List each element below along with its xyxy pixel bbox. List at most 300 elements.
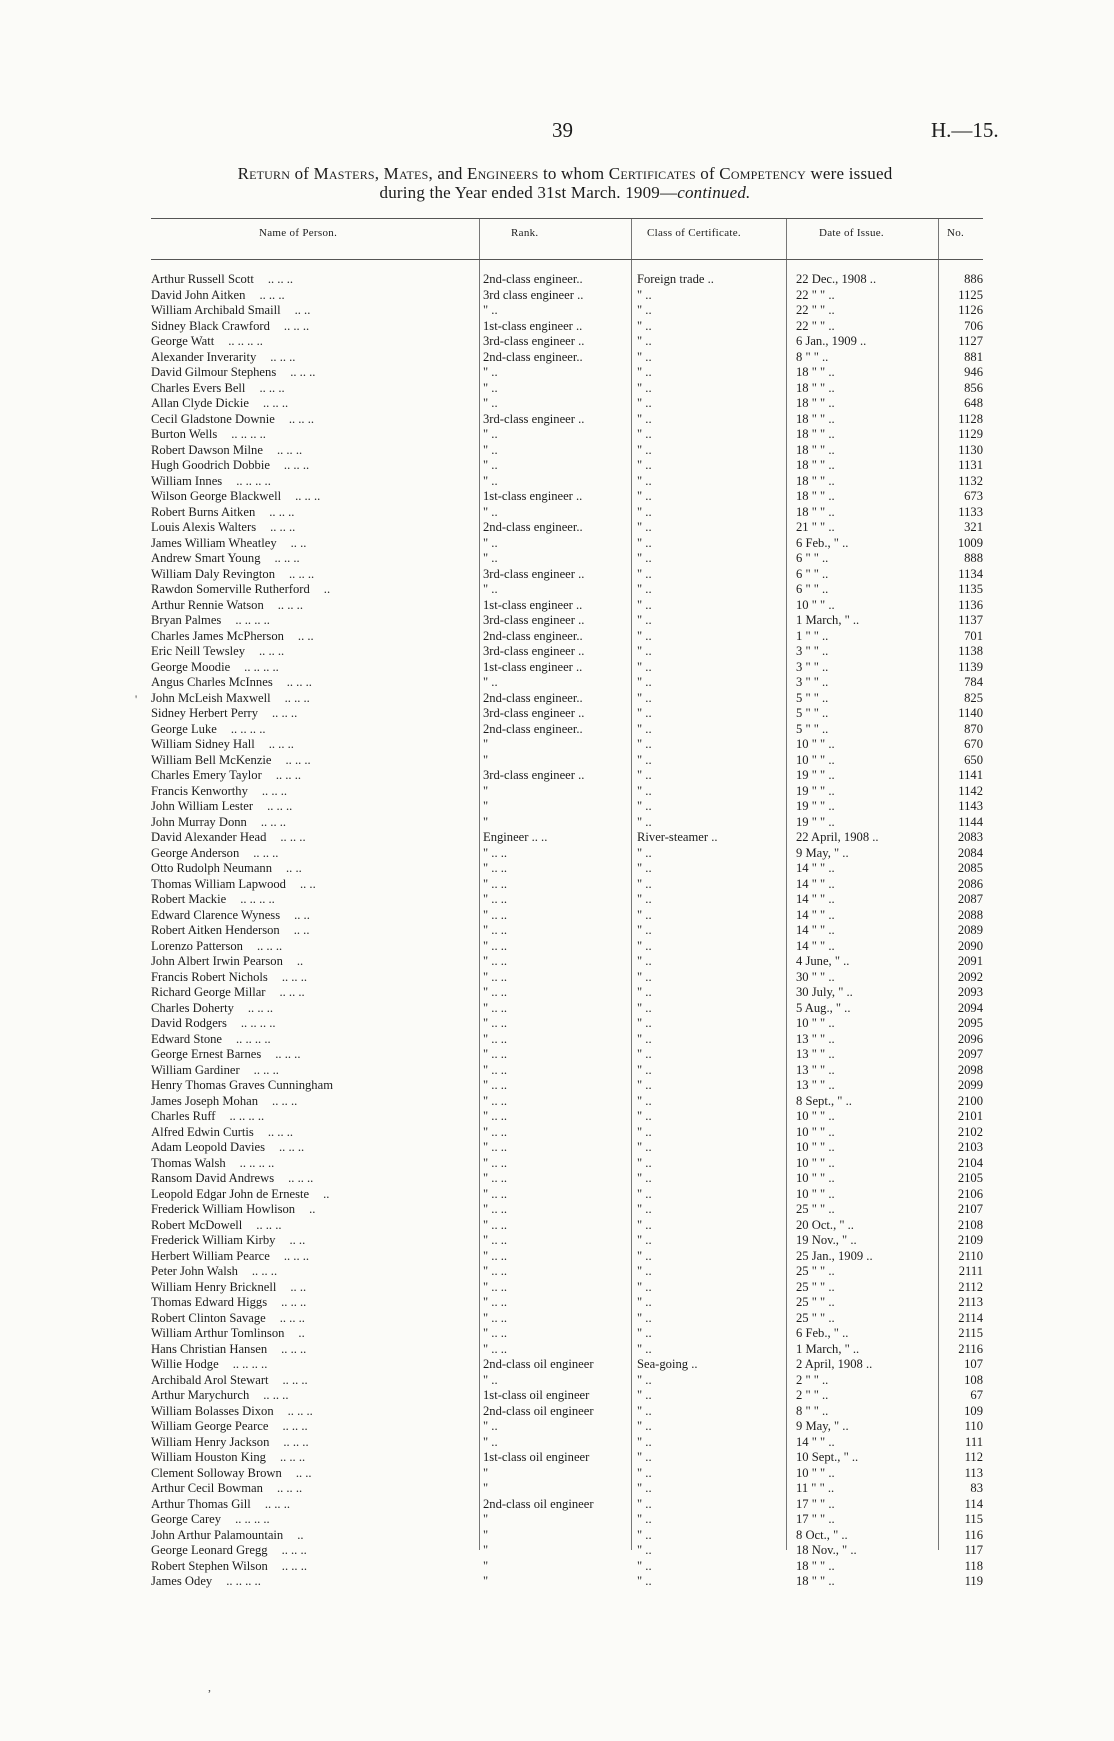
cell-class: " ..: [637, 1403, 652, 1418]
cell-rank: 1st-class engineer ..: [483, 659, 583, 674]
cell-rank: " ..: [483, 1419, 498, 1433]
cell-date: 10 " " ..: [796, 1171, 835, 1185]
table-row: [151, 1249, 983, 1265]
table-row: [151, 1202, 983, 1218]
cell-class: " ..: [637, 675, 652, 689]
cell-date: 19 Nov., " ..: [796, 1233, 857, 1247]
cell-date: 10 " " ..: [796, 1155, 835, 1170]
title-word: Masters, Mates,: [313, 164, 433, 183]
title-line-2: during the Year ended 31st March. 1909—: [379, 183, 678, 202]
cell-name: [151, 799, 471, 815]
table-row: [151, 505, 983, 521]
person-name: William Daly Revington: [151, 566, 276, 581]
cell-rank: " ..: [483, 303, 498, 317]
cell-rank: Engineer .. ..: [483, 830, 548, 844]
person-name: Lorenzo Patterson: [151, 938, 243, 953]
cell-name: [151, 582, 471, 598]
table-row: [151, 830, 983, 846]
cell-date: 1 " " ..: [796, 628, 829, 643]
cell-rank: 3rd-class engineer ..: [483, 334, 585, 348]
leader-dots: .. .. ..: [247, 1000, 274, 1015]
table-row: [151, 644, 983, 660]
leader-dots: .. .. ..: [267, 1124, 294, 1139]
cell-date: 19 " " ..: [796, 799, 835, 813]
cell-class: " ..: [637, 1047, 652, 1061]
leader-dots: .. .. ..: [275, 1047, 301, 1061]
cell-name: [151, 1249, 471, 1265]
cell-rank: 3rd-class engineer ..: [483, 644, 585, 658]
cell-name: [151, 706, 471, 722]
person-name: William Sidney Hall: [151, 737, 255, 751]
cell-name: [151, 1264, 471, 1280]
table-row: [151, 784, 983, 800]
cell-number: 2106: [957, 1186, 983, 1201]
leader-dots: .. .. ..: [281, 1543, 307, 1557]
cell-date: 13 " " ..: [796, 1078, 835, 1092]
leader-dots: .. .. ..: [287, 1403, 313, 1418]
cell-class: " ..: [637, 349, 652, 364]
table-body: [151, 260, 983, 1590]
title-word: were issued: [810, 164, 893, 183]
cell-number: 2104: [957, 1155, 983, 1170]
cell-date: 18 " " ..: [796, 458, 835, 472]
cell-number: 1009: [957, 535, 983, 550]
table-row: [151, 706, 983, 722]
cell-number: 2096: [957, 1031, 983, 1046]
cell-date: 13 " " ..: [796, 1062, 835, 1077]
person-name: George Luke: [151, 721, 217, 736]
person-name: Otto Rudolph Neumann: [151, 861, 273, 875]
cell-class: " ..: [637, 1372, 652, 1387]
cell-class: " ..: [637, 1031, 652, 1046]
leader-dots: .. .. ..: [284, 690, 310, 705]
leader-dots: .. .. ..: [267, 272, 294, 286]
cell-class: " ..: [637, 1543, 652, 1557]
person-name: Robert Mackie: [151, 892, 227, 906]
person-name: James Odey: [151, 1574, 213, 1588]
cell-name: [151, 861, 471, 877]
cell-date: 6 Feb., " ..: [796, 1326, 849, 1340]
person-name: Frederick William Kirby: [151, 1233, 276, 1247]
cell-class: " ..: [637, 1171, 652, 1185]
cell-rank: ": [483, 1543, 489, 1557]
cell-class: " ..: [637, 1558, 652, 1573]
leader-dots: .. .. .. ..: [226, 1574, 261, 1588]
cell-number: 856: [964, 380, 983, 395]
cell-rank: " .. ..: [483, 861, 508, 875]
person-name: Arthur Thomas Gill: [151, 1496, 251, 1511]
cell-rank: ": [483, 1465, 489, 1480]
cell-date: 9 May, " ..: [796, 845, 849, 860]
cell-date: 14 " " ..: [796, 892, 835, 906]
cell-name: [151, 737, 471, 753]
person-name: William Bell McKenzie: [151, 752, 272, 767]
cell-name: [151, 1404, 471, 1420]
cell-number: 670: [964, 737, 983, 751]
cell-date: 18 Nov., " ..: [796, 1543, 857, 1557]
cell-class: " ..: [637, 365, 652, 379]
cell-rank: " .. ..: [483, 1341, 508, 1356]
leader-dots: .. .. ..: [281, 1558, 307, 1573]
cell-class: " ..: [637, 411, 652, 426]
table-row: [151, 954, 983, 970]
cell-rank: " .. ..: [483, 892, 508, 906]
person-name: Charles James McPherson: [151, 628, 284, 643]
cell-name: [151, 1543, 471, 1559]
person-name: Robert Aitken Henderson: [151, 923, 280, 937]
cell-date: 10 " " ..: [796, 597, 835, 612]
cell-number: 2100: [957, 1093, 983, 1108]
cell-class: " ..: [637, 721, 652, 736]
person-name: Francis Kenworthy: [151, 783, 248, 798]
page-code: H.—15.: [931, 118, 999, 142]
cell-class: " ..: [637, 1140, 652, 1154]
cell-class: " ..: [637, 1264, 652, 1278]
leader-dots: .. .. ..: [253, 845, 279, 860]
cell-date: 10 " " ..: [796, 1109, 835, 1123]
leader-dots: .. .. .. ..: [235, 1512, 270, 1526]
cell-date: 1 March, " ..: [796, 613, 860, 627]
leader-dots: .. .. ..: [272, 706, 298, 720]
cell-date: 25 " " ..: [796, 1264, 835, 1278]
table-row: [151, 1435, 983, 1451]
cell-rank: " .. ..: [483, 969, 508, 984]
cell-class: " ..: [637, 1155, 652, 1170]
leader-dots: .. .. ..: [283, 1434, 309, 1449]
person-name: George Leonard Gregg: [151, 1543, 268, 1557]
cell-date: 14 " " ..: [796, 907, 835, 922]
leader-dots: .. .. ..: [283, 1248, 310, 1263]
cell-number: 2108: [957, 1217, 983, 1232]
table-row: [151, 334, 983, 350]
title-word: Certificates: [608, 164, 696, 183]
cell-name: [151, 1435, 471, 1451]
cell-class: " ..: [637, 1233, 652, 1247]
cell-date: 3 " " ..: [796, 675, 829, 689]
cell-number: 2087: [957, 892, 983, 906]
cell-number: 1137: [958, 613, 983, 627]
cell-number: 112: [964, 1450, 983, 1464]
table-row: [151, 1419, 983, 1435]
leader-dots: .. .. ..: [283, 318, 310, 333]
cell-name: [151, 1032, 471, 1048]
cell-class: " ..: [637, 706, 652, 720]
cell-rank: " .. ..: [483, 1326, 508, 1340]
cell-date: 22 " " ..: [796, 318, 835, 333]
cell-date: 14 " " ..: [796, 861, 835, 875]
leader-dots: .. ..: [294, 303, 311, 317]
leader-dots: .. .. ..: [274, 551, 300, 565]
cell-class: " ..: [637, 1388, 652, 1402]
table-row: [151, 1450, 983, 1466]
cell-name: [151, 272, 471, 288]
cell-date: 18 " " ..: [796, 1574, 835, 1588]
cell-name: [151, 1156, 471, 1172]
cell-name: [151, 381, 471, 397]
cell-number: 2099: [957, 1078, 983, 1092]
cell-date: 17 " " ..: [796, 1496, 835, 1511]
person-name: Arthur Marychurch: [151, 1388, 250, 1402]
cell-class: " ..: [637, 690, 652, 705]
cell-date: 18 " " ..: [796, 473, 835, 488]
cell-rank: 2nd-class engineer..: [483, 690, 583, 705]
leader-dots: .. .. ..: [263, 1388, 289, 1402]
cell-class: " ..: [637, 644, 652, 658]
cell-class: " ..: [637, 380, 652, 395]
cell-number: 1136: [958, 597, 983, 612]
person-name: Thomas Walsh: [151, 1155, 226, 1170]
cell-number: 2092: [957, 969, 983, 984]
person-name: Thomas William Lapwood: [151, 876, 286, 891]
column-divider: [631, 219, 632, 259]
person-name: Charles Emery Taylor: [151, 768, 262, 782]
leader-dots: .. .. ..: [270, 520, 296, 534]
cell-class: " ..: [637, 458, 652, 472]
cell-number: 2093: [957, 985, 983, 999]
person-name: John McLeish Maxwell: [151, 690, 271, 705]
table-row: [151, 1512, 983, 1528]
cell-date: 2 " " ..: [796, 1372, 829, 1387]
table-row: [151, 1404, 983, 1420]
cell-number: 870: [964, 721, 983, 736]
cell-rank: " ..: [483, 1372, 498, 1387]
cell-date: 10 " " ..: [796, 1124, 835, 1139]
cell-class: " ..: [637, 1512, 652, 1526]
person-name: Charles Ruff: [151, 1109, 216, 1123]
cell-class: " ..: [637, 597, 652, 612]
leader-dots: .. .. ..: [282, 1372, 308, 1387]
table-row: [151, 861, 983, 877]
cell-name: [151, 443, 471, 459]
cell-number: 881: [964, 349, 983, 364]
cell-class: " ..: [637, 1279, 652, 1294]
cell-number: 1125: [958, 287, 983, 302]
cell-class: " ..: [637, 985, 652, 999]
cell-class: " ..: [637, 861, 652, 875]
table-row: [151, 1094, 983, 1110]
cell-class: " ..: [637, 659, 652, 674]
person-name: John Murray Donn: [151, 814, 247, 829]
cell-name: [151, 613, 471, 629]
leader-dots: .. .. ..: [259, 287, 285, 302]
cell-rank: " .. ..: [483, 1047, 508, 1061]
table-row: [151, 1171, 983, 1187]
cell-number: 2105: [957, 1171, 983, 1185]
cell-number: 2095: [957, 1016, 983, 1030]
cell-name: [151, 1233, 471, 1249]
cell-name: [151, 598, 471, 614]
cell-number: 113: [964, 1465, 983, 1480]
cell-rank: " .. ..: [483, 1217, 508, 1232]
cell-rank: 3rd-class engineer ..: [483, 613, 585, 627]
cell-number: 2111: [958, 1264, 983, 1278]
leader-dots: ..: [309, 1202, 316, 1216]
cell-name: [151, 815, 471, 831]
cell-number: 115: [964, 1512, 983, 1526]
cell-name: [151, 1171, 471, 1187]
cell-class: Sea-going ..: [637, 1357, 698, 1371]
cell-number: 1134: [958, 566, 983, 581]
title-word: and: [437, 164, 463, 183]
cell-class: " ..: [637, 1574, 652, 1588]
cell-class: " ..: [637, 876, 652, 891]
cell-class: " ..: [637, 520, 652, 534]
cell-rank: 1st-class oil engineer: [483, 1388, 590, 1402]
person-name: John Albert Irwin Pearson: [151, 954, 283, 968]
cell-class: " ..: [637, 814, 652, 829]
cell-name: [151, 489, 471, 505]
cell-name: [151, 830, 471, 846]
cell-name: [151, 536, 471, 552]
cell-number: 108: [964, 1372, 983, 1387]
cell-class: " ..: [637, 1310, 652, 1325]
table-row: [151, 1001, 983, 1017]
cell-name: [151, 1574, 471, 1590]
cell-name: [151, 350, 471, 366]
leader-dots: .. .. ..: [286, 675, 312, 689]
person-name: Sidney Black Crawford: [151, 318, 270, 333]
cell-number: 2098: [957, 1062, 983, 1077]
person-name: Hugh Goodrich Dobbie: [151, 458, 270, 472]
cell-number: 1128: [958, 411, 983, 426]
title-word: of: [700, 164, 715, 183]
cell-name: [151, 722, 471, 738]
cell-date: 13 " " ..: [796, 1031, 835, 1046]
table-row: [151, 1218, 983, 1234]
table-row: [151, 1373, 983, 1389]
cell-number: 67: [970, 1388, 983, 1402]
cell-number: 2109: [957, 1233, 983, 1247]
person-name: David John Aitken: [151, 287, 246, 302]
cell-name: [151, 1280, 471, 1296]
cell-date: 13 " " ..: [796, 1047, 835, 1061]
cell-number: 673: [964, 489, 983, 503]
leader-dots: .. ..: [299, 876, 316, 891]
cell-date: 6 Jan., 1909 ..: [796, 334, 867, 348]
cell-date: 10 " " ..: [796, 1465, 835, 1480]
cell-rank: 2nd-class engineer..: [483, 520, 583, 534]
cell-date: 14 " " ..: [796, 876, 835, 891]
table-row: [151, 722, 983, 738]
cell-name: [151, 691, 471, 707]
person-name: Robert Dawson Milne: [151, 442, 263, 457]
person-name: David Rodgers: [151, 1016, 227, 1030]
cell-number: 1127: [958, 334, 983, 348]
cell-date: 18 " " ..: [796, 396, 835, 410]
leader-dots: .. .. ..: [253, 1062, 279, 1077]
leader-dots: .. .. ..: [259, 380, 285, 395]
cell-rank: 2nd-class engineer..: [483, 721, 583, 736]
certificates-table: [151, 218, 983, 1590]
table-row: [151, 675, 983, 691]
cell-rank: " .. ..: [483, 1124, 508, 1139]
table-row: [151, 582, 983, 598]
leader-dots: ..: [297, 1527, 304, 1542]
leader-dots: ..: [323, 1186, 330, 1201]
cell-rank: " ..: [483, 458, 498, 472]
cell-date: 4 June, " ..: [796, 954, 850, 968]
cell-rank: 3rd class engineer ..: [483, 287, 584, 302]
cell-name: [151, 1373, 471, 1389]
cell-number: 1130: [958, 442, 983, 457]
cell-rank: " .. ..: [483, 1140, 508, 1154]
table-row: [151, 1032, 983, 1048]
cell-date: 5 " " ..: [796, 721, 829, 736]
cell-number: 110: [964, 1419, 983, 1433]
title-word: to whom: [542, 164, 605, 183]
cell-rank: 1st-class oil engineer: [483, 1450, 590, 1464]
cell-name: [151, 970, 471, 986]
cell-rank: " ..: [483, 473, 498, 488]
cell-number: 1142: [958, 783, 983, 798]
cell-class: " ..: [637, 923, 652, 937]
person-name: Arthur Cecil Bowman: [151, 1481, 263, 1495]
title-word: Engineers: [466, 164, 539, 183]
page-number: 39: [552, 118, 573, 142]
cell-name: [151, 1218, 471, 1234]
column-header-class: Class of Certificate.: [647, 227, 741, 239]
cell-number: 1131: [958, 458, 983, 472]
cell-name: [151, 877, 471, 893]
cell-date: 18 " " ..: [796, 427, 835, 441]
cell-class: " ..: [637, 1000, 652, 1015]
person-name: Edward Clarence Wyness: [151, 907, 281, 922]
table-row: [151, 799, 983, 815]
cell-name: [151, 1187, 471, 1203]
table-row: [151, 629, 983, 645]
cell-rank: " ..: [483, 365, 498, 379]
cell-name: [151, 474, 471, 490]
cell-rank: 2nd-class engineer..: [483, 272, 583, 286]
cell-name: [151, 1419, 471, 1435]
cell-name: [151, 892, 471, 908]
person-name: Angus Charles McInnes: [151, 675, 273, 689]
cell-date: 22 Dec., 1908 ..: [796, 272, 877, 286]
cell-rank: " ..: [483, 675, 498, 689]
table-row: [151, 288, 983, 304]
cell-class: " ..: [637, 473, 652, 488]
cell-name: [151, 1016, 471, 1032]
person-name: Robert Clinton Savage: [151, 1310, 266, 1325]
leader-dots: .. .. ..: [280, 830, 306, 844]
column-divider: [786, 219, 787, 259]
cell-number: 109: [964, 1403, 983, 1418]
cell-name: [151, 1094, 471, 1110]
cell-number: 1140: [958, 706, 983, 720]
cell-name: [151, 1342, 471, 1358]
cell-rank: " ..: [483, 427, 498, 441]
person-name: Sidney Herbert Perry: [151, 706, 259, 720]
cell-number: 118: [964, 1558, 983, 1573]
cell-class: " ..: [637, 1062, 652, 1077]
cell-name: [151, 939, 471, 955]
table-row: [151, 1497, 983, 1513]
cell-date: 18 " " ..: [796, 504, 835, 519]
cell-rank: " .. ..: [483, 1031, 508, 1046]
cell-name: [151, 660, 471, 676]
table-row: [151, 691, 983, 707]
table-row: [151, 272, 983, 288]
cell-date: 19 " " ..: [796, 768, 835, 782]
cell-date: 14 " " ..: [796, 938, 835, 953]
cell-rank: 3rd-class engineer ..: [483, 411, 585, 426]
cell-name: [151, 1140, 471, 1156]
leader-dots: .. .. ..: [270, 349, 296, 364]
cell-rank: ": [483, 752, 489, 767]
cell-name: [151, 1528, 471, 1544]
leader-dots: .. .. .. ..: [239, 1155, 275, 1170]
leader-dots: .. .. ..: [281, 969, 308, 984]
